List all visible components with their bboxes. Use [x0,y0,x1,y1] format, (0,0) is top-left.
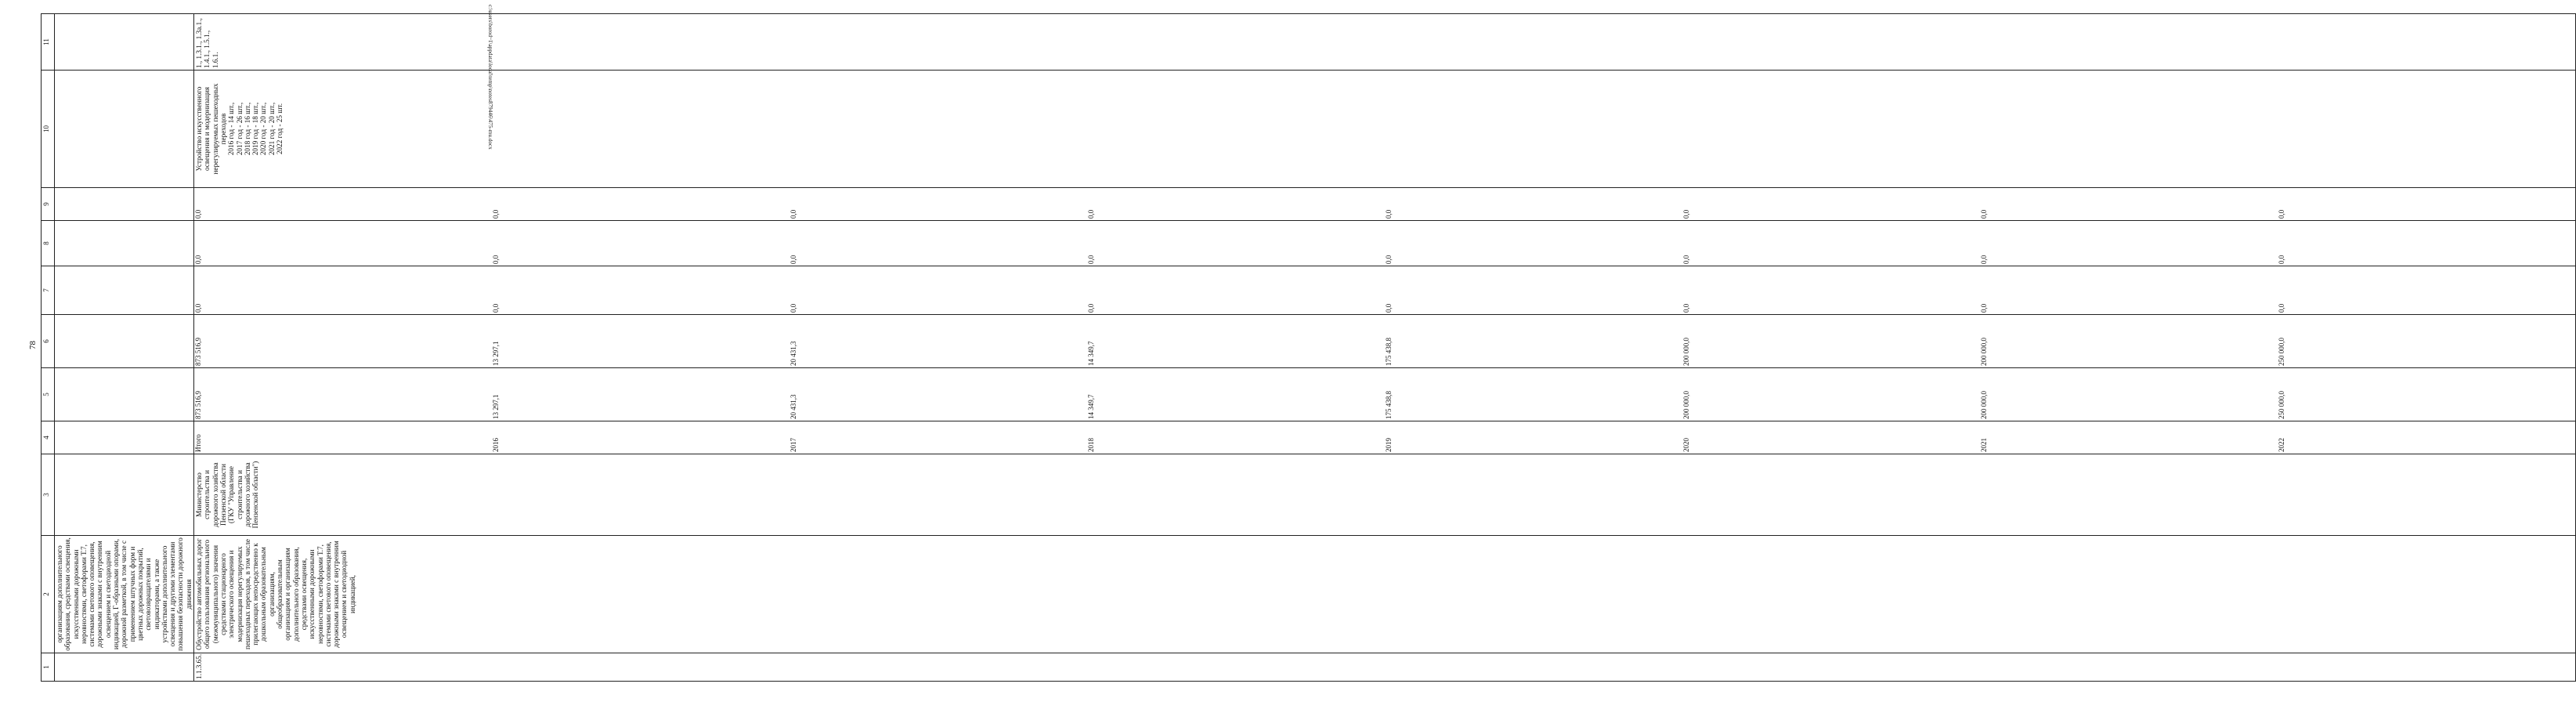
cell-indicator-link: 1., 1.3.1., 1.3а.1., 1.4.1., 1.5.1., 1.6.1. [194,14,2576,71]
value-c5-1: 13 297,1 [492,394,500,419]
cell-empty [55,454,194,536]
cell-regional-budget [194,315,2576,368]
result-line: 2020 год - 20 шт., [259,102,268,156]
result-line: 2022 год - 25 шт. [276,103,284,155]
value-years-0: Итого [194,434,203,452]
value-c9-7: 0,0 [2278,209,2286,219]
value-c8-2: 0,0 [789,255,798,264]
cell-local-budget [194,221,2576,266]
cell-executor: Министерство строительства и дорожного хозяйства Пензенской области (ГКУ "Управление строительства и дорожного хозяйства Пензенской области") [194,454,2576,536]
cell-empty [55,653,194,682]
value-c6-3: 14 349,7 [1087,341,1096,366]
value-years-3: 2018 [1087,438,1096,452]
result-title: Устройство искусственного освещения и модернизация нерегулируемых пешеходных переходов [195,83,227,175]
value-c7-7: 0,0 [2278,303,2286,313]
value-c5-3: 14 349,7 [1087,394,1096,419]
result-line: 2017 год - 26 шт., [235,102,244,156]
value-c9-1: 0,0 [492,209,500,219]
header-col-10: 10 [42,71,55,188]
value-c7-6: 0,0 [1980,303,1989,313]
footer-file-path: c:\users\borod~1\appdata\local\temp\notes879446\475-mu.docx [487,5,493,150]
header-col-2: 2 [42,536,55,653]
cell-empty [55,315,194,368]
value-years-5: 2020 [1682,438,1691,452]
value-c8-0: 0,0 [194,255,203,264]
cell-federal-budget [194,266,2576,315]
value-c9-0: 0,0 [194,209,203,219]
value-c6-6: 200 000,0 [1980,338,1989,366]
table-row-1-1-3-65 [194,14,2576,682]
header-col-11: 11 [42,14,55,71]
header-row [42,14,55,682]
value-c5-0: 873 516,9 [194,391,203,419]
result-line: 2021 год - 20 шт., [267,102,276,156]
cell-empty [55,71,194,188]
value-c8-7: 0,0 [2278,255,2286,264]
value-c7-4: 0,0 [1385,303,1393,313]
result-lines [227,72,284,186]
value-c7-0: 0,0 [194,303,203,313]
result-line: 2018 год - 16 шт., [243,102,251,156]
value-c8-4: 0,0 [1385,255,1393,264]
header-col-5: 5 [42,368,55,421]
value-years-6: 2021 [1980,438,1989,452]
cell-empty [55,188,194,221]
value-c8-3: 0,0 [1087,255,1096,264]
value-c5-4: 175 438,8 [1385,391,1393,419]
value-c9-6: 0,0 [1980,209,1989,219]
header-col-7: 7 [42,266,55,315]
cell-item-number: 1.1.3.65. [194,653,2576,682]
result-line: 2019 год - 18 шт., [251,102,260,156]
header-col-8: 8 [42,221,55,266]
value-c7-3: 0,0 [1087,303,1096,313]
value-c5-6: 200 000,0 [1980,391,1989,419]
value-c5-7: 250 000,0 [2278,391,2286,419]
value-c6-2: 20 431,3 [789,341,798,366]
header-col-9: 9 [42,188,55,221]
value-c9-5: 0,0 [1682,209,1691,219]
value-c7-2: 0,0 [789,303,798,313]
cell-description-continued: организациям дополнительного образования, средствами освещения, искусственными дорожными неровностями, светофорами Т.7, системами светового оповещения, дорожными знаками с внутренним освещением и светодиодной индикацией, Г-образными опорами, дорожной разметкой, в том числе с применением штучных форм и цветных дорожных покрытий, световозвращателями и индикаторами, а также устройствами дополнительного освещения и другими элементами повышения безопасности дорожного движения [55,536,194,653]
value-c6-1: 13 297,1 [492,341,500,366]
cell-empty [55,221,194,266]
table-row-continuation [55,14,194,682]
value-c7-1: 0,0 [492,303,500,313]
value-c5-2: 20 431,3 [789,394,798,419]
value-years-1: 2016 [492,438,500,452]
header-col-3: 3 [42,454,55,536]
cell-total-funding [194,368,2576,421]
header-col-6: 6 [42,315,55,368]
value-c6-7: 250 000,0 [2278,338,2286,366]
cell-expected-result [194,71,2576,188]
header-col-4: 4 [42,421,55,454]
value-years-4: 2019 [1385,438,1393,452]
header-col-1: 1 [42,653,55,682]
value-c5-5: 200 000,0 [1682,391,1691,419]
value-c7-5: 0,0 [1682,303,1691,313]
cell-empty [55,14,194,71]
cell-extra-budget [194,188,2576,221]
value-c8-1: 0,0 [492,255,500,264]
value-c9-2: 0,0 [789,209,798,219]
cell-description: Обустройство автомобильных дорог общего пользования регионального (межмуниципального) значения средствами стационарного электрического освещения и модернизация нерегулируемых пешеходных переходов, в том числе прилегающих непосредственно к дошкольным образовательным организациям, общеобразовательным организациям и организациям дополнительного образования, средствами освещения, искусственными дорожными неровностями, светофорами Т.7, системами светового оповещения, дорожными знаками с внутренним освещением и светодиодной индикацией, [194,536,2576,653]
value-c6-0: 873 516,9 [194,338,203,366]
result-line: 2016 год - 14 шт., [227,102,236,156]
value-c6-5: 200 000,0 [1682,338,1691,366]
value-years-7: 2022 [2278,438,2286,452]
value-c8-5: 0,0 [1682,255,1691,264]
page-number: 78 [28,341,38,349]
value-c9-3: 0,0 [1087,209,1096,219]
cell-empty [55,421,194,454]
value-c8-6: 0,0 [1980,255,1989,264]
cell-empty [55,266,194,315]
program-table [41,13,2576,682]
value-c6-4: 175 438,8 [1385,338,1393,366]
value-years-2: 2017 [789,438,798,452]
cell-empty [55,368,194,421]
cell-years [194,421,2576,454]
value-c9-4: 0,0 [1385,209,1393,219]
